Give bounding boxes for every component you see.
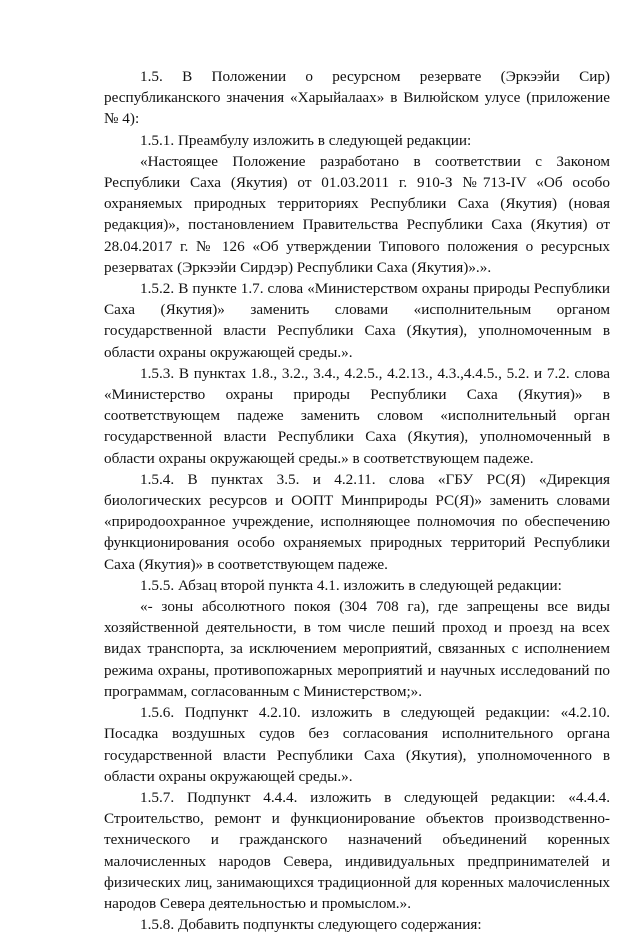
document-body bbox=[104, 66, 610, 935]
paragraph-1-5-7: 1.5.7. Подпункт 4.4.4. изложить в следующей редакции: «4.4.4. Строительство, ремонт и функционирование объектов производственно-технического и гражданского назначений объединений коренных малочисленных народов Севера, индивидуальных предпринимателей и физических лиц, занимающихся традиционной для коренных малочисленных народов Севера деятельностью и промыслом.». bbox=[104, 788, 610, 912]
paragraph-1-5: 1.5. В Положении о ресурсном резервате (Эркээйи Сир) республиканского значения «Харыйалаах» в Вилюйском улусе (приложение № 4): bbox=[104, 68, 610, 128]
paragraph-1-5-8: 1.5.8. Добавить подпункты следующего содержания: bbox=[140, 916, 482, 934]
paragraph-1-5-3: 1.5.3. В пунктах 1.8., 3.2., 3.4., 4.2.5., 4.2.13., 4.3.,4.4.5., 5.2. и 7.2. слова «Министерство охраны природы Республики Саха (Якутия)» в соответствующем падеже заменить словом «исполнительный орган государственной власти Республики Саха (Якутия), уполномоченный в области охраны окружающей среды.» в соответствующем падеже. bbox=[104, 364, 610, 467]
paragraph-1-5-1: 1.5.1. Преамбулу изложить в следующей редакции: bbox=[140, 131, 472, 149]
paragraph-zone-text: «- зоны абсолютного покоя (304 708 га), где запрещены все виды хозяйственной деятельности, в том числе пеший проход и проезд на всех видах транспорта, за исключением мероприятий, связанных с исполнением режима охраны, противопожарных мероприятий и научных исследований по программам, согласованным с Министерством;». bbox=[104, 598, 610, 700]
paragraph-1-5-4: 1.5.4. В пунктах 3.5. и 4.2.11. слова «ГБУ РС(Я) «Дирекция биологических ресурсов и ООПТ Минприроды РС(Я)» заменить словами «природоохранное учреждение, исполняющее полномочия по обеспечению функционирования особо охраняемых природных территорий Республики Саха (Якутия)» в соответствующем падеже. bbox=[104, 470, 610, 573]
paragraph-preamble-text: «Настоящее Положение разработано в соответствии с Законом Республики Саха (Якутия) от 01.03.2011 г. 910-З №713-IV «Об особо охраняемых природных территориях Республики Саха (Якутия) (новая редакция)», постановлением Правительства Республики Саха (Якутия) от 28.04.2017 г. № 126 «Об утверждении Типового положения о ресурсных резерватах (Эркээйи Сирдэр) Республики Саха (Якутия)».». bbox=[104, 152, 610, 276]
paragraph-1-5-6: 1.5.6. Подпункт 4.2.10. изложить в следующей редакции: «4.2.10. Посадка воздушных судов без согласования исполнительного органа государственной власти Республики Саха (Якутия), уполномоченного в области охраны окружающей среды.». bbox=[104, 704, 610, 785]
paragraph-1-5-5: 1.5.5. Абзац второй пункта 4.1. изложить в следующей редакции: bbox=[140, 576, 562, 594]
paragraph-1-5-2: 1.5.2. В пункте 1.7. слова «Министерством охраны природы Республики Саха (Якутия)» заменить словами «исполнительным органом государственной власти Республики Саха (Якутия), уполномоченным в области охраны окружающей среды.». bbox=[104, 280, 610, 361]
